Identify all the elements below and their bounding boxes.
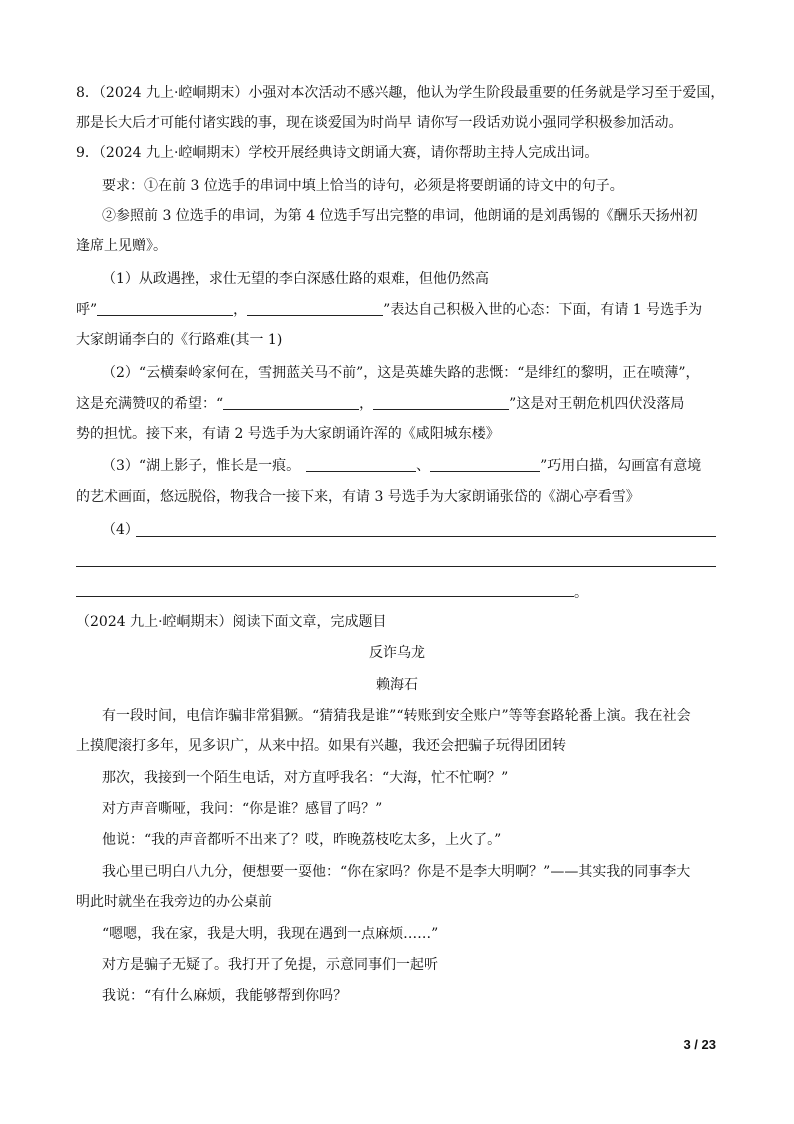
q9-part1-line-c: 大家朗诵李白的《行路难(其一 1) [76, 332, 283, 348]
q9-part1-post: ”表达自己积极入世的心态：下面，有请 1 号选手为 [383, 302, 703, 318]
article-author: 赖海石 [376, 677, 418, 693]
q9-part4-end: 。 [574, 585, 588, 601]
q9-title: 9．（2024 九上·崆峒期末）学校开展经典诗文朗诵大赛，请你帮助主持人完成出词。 [76, 145, 599, 161]
q8-line-2: 那是长大后才可能付诸实践的事，现在谈爱国为时尚早 请你写一段话劝说小强同学积极参加活动。 [76, 115, 683, 131]
paragraph-line: 那次，我接到一个陌生电话，对方直呼我名：“大海，忙不忙啊？” [102, 770, 509, 786]
answer-line-2[interactable] [76, 566, 716, 567]
paragraph-line: “嗯嗯，我在家，我是大明，我现在遇到一点麻烦……” [102, 926, 439, 942]
paragraph-line: 明此时就坐在我旁边的办公桌前 [76, 894, 272, 910]
answer-blank-3[interactable] [223, 395, 359, 410]
q9-part2-post: ”这是对王朝危机四伏没落局 [509, 396, 685, 412]
q9-part2-pre: 这是充满赞叹的希望：“ [76, 396, 224, 412]
paragraph-line: 我说：“有什么麻烦，我能够帮到你吗？ [102, 988, 348, 1004]
q9-requirement-2a: ②参照前 3 位选手的串词，为第 4 位选手写出完整的串词，他朗诵的是刘禹锡的《酬乐天扬州初 [102, 208, 698, 224]
answer-line-3[interactable] [76, 596, 574, 597]
q9-part1-pre: 呼” [76, 302, 98, 318]
q9-part2-line-a: （2）“云横秦岭家何在，雪拥蓝关马不前”，这是英雄失路的悲慨：“是绯红的黎明，正在喷薄”， [102, 365, 700, 381]
q9-part1-sep: ， [233, 302, 248, 318]
paragraph-line: 对方是骗子无疑了。我打开了免提，示意同事们一起听 [102, 957, 438, 973]
q9-part2-sep: ， [359, 396, 374, 412]
answer-blank-4[interactable] [373, 395, 509, 410]
q8-line-1: 8．（2024 九上·崆峒期末）小强对本次活动不感兴趣，他认为学生阶段最重要的任务就是学习至于爱国， [76, 85, 725, 101]
answer-blank-2[interactable] [247, 301, 383, 316]
paragraph-line: 上摸爬滚打多年，见多识广，从来中招。如果有兴趣，我还会把骗子玩得团团转 [76, 738, 566, 754]
q9-requirement-2b: 逢席上见赠》。 [76, 238, 167, 254]
q9-requirement-1: 要求：①在前 3 位选手的串词中填上恰当的诗句，必须是将要朗诵的诗文中的句子。 [102, 178, 624, 194]
q9-part2-line-c: 势的担忧。接下来，有请 2 号选手为大家朗诵许浑的《咸阳城东楼》 [76, 426, 500, 442]
paragraph-line: 对方声音嘶哑，我问：“你是谁？感冒了吗？” [102, 801, 383, 817]
q9-part3-post: ”巧用白描，勾画富有意境 [540, 458, 702, 474]
q9-part3-sep: 、 [416, 458, 431, 474]
q9-part3-pre: （3）“湖上影子，惟长是一痕。 [102, 458, 301, 474]
answer-blank-6[interactable] [430, 457, 540, 472]
article-title: 反诈乌龙 [369, 645, 425, 661]
reading-intro: （2024 九上·崆峒期末）阅读下面文章，完成题目 [76, 614, 387, 630]
q9-part4-label: （4） [102, 522, 139, 538]
answer-blank-5[interactable] [306, 457, 416, 472]
q9-part3-line-a [102, 456, 701, 476]
answer-line-1[interactable] [136, 536, 716, 537]
paragraph-line: 有一段时间，电信诈骗非常猖獗。“猜猜我是谁”“转账到安全账户”等等套路轮番上演。我在社会 [102, 708, 691, 724]
q9-part1-line-a: （1）从政遇挫，求仕无望的李白深感仕路的艰难，但他仍然高 [102, 271, 489, 287]
page-number: 3 / 23 [683, 1037, 716, 1052]
q9-part3-line-b: 的艺术画面，悠远脱俗，物我合一接下来，有请 3 号选手为大家朗诵张岱的《湖心亭看雪》 [76, 489, 640, 505]
paragraph-line: 我心里已明白八九分，便想要一耍他：“你在家吗？你是不是李大明啊？”——其实我的同事李大 [102, 864, 691, 880]
q9-part1-line-b [76, 300, 702, 320]
paragraph-line: 他说：“我的声音都听不出来了？哎，昨晚荔枝吃太多，上火了。” [102, 832, 502, 848]
answer-blank-1[interactable] [97, 301, 233, 316]
q9-part2-line-b [76, 394, 684, 414]
